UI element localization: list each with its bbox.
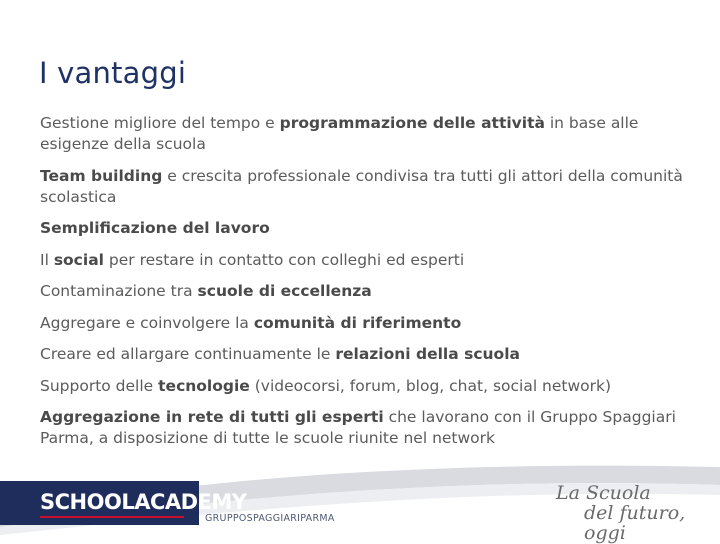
- sub-brand: GRUPPOSPAGGIARIPARMA: [205, 513, 335, 524]
- list-item: Il social per restare in contatto con colleghi ed esperti: [40, 250, 465, 269]
- tagline-line-1: La Scuola: [556, 482, 651, 504]
- school-academy-logo: SCHOOLACADEMY: [40, 490, 247, 514]
- tagline: [556, 483, 720, 543]
- list-item: Supporto delle tecnologie (videocorsi, forum, blog, chat, social network): [40, 376, 612, 395]
- list-item: Creare ed allargare continuamente le relazioni della scuola: [40, 345, 520, 363]
- page-title: I vantaggi: [39, 56, 187, 90]
- advantages-list: [40, 113, 695, 460]
- list-item: Gestione migliore del tempo e programmazione delle attività in base alle esigenze della scuola: [40, 114, 639, 153]
- logo-underline: [40, 516, 184, 518]
- list-item: Semplificazione del lavoro: [40, 219, 270, 237]
- list-item: Team building e crescita professionale condivisa tra tutti gli attori della comunità scolastica: [40, 166, 683, 206]
- list-item: Aggregare e coinvolgere la comunità di riferimento: [40, 313, 462, 332]
- list-item: Contaminazione tra scuole di eccellenza: [40, 282, 372, 300]
- tagline-line-2: del futuro, oggi: [584, 502, 686, 544]
- list-item: Aggregazione in rete di tutti gli esperti che lavorano con il Gruppo Spaggiari Parma, a disposizione di tutte le scuole riunite nel network: [40, 408, 676, 447]
